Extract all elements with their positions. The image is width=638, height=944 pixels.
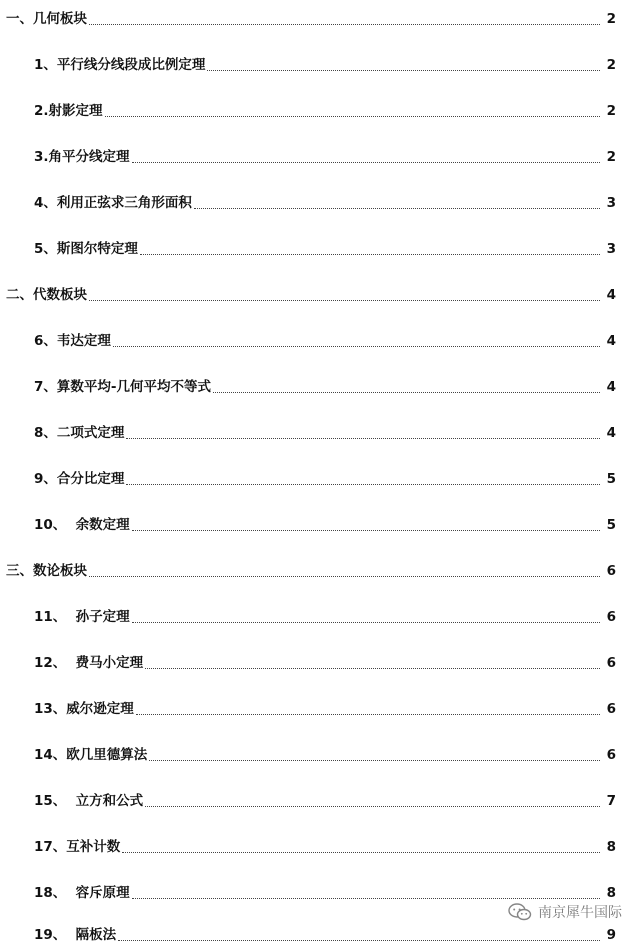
toc-page-number: 2 — [606, 57, 616, 73]
toc-item[interactable] — [0, 50, 616, 74]
toc-page-number: 4 — [606, 333, 616, 349]
toc-entry-label: 1、平行线分线段成比例定理 — [34, 57, 206, 73]
toc-page-number: 2 — [606, 103, 616, 119]
toc-item[interactable] — [0, 832, 616, 856]
toc-item[interactable] — [0, 878, 616, 902]
toc-item[interactable] — [0, 510, 616, 534]
toc-item[interactable] — [0, 372, 616, 396]
wechat-icon — [508, 903, 532, 921]
toc-item[interactable] — [0, 188, 616, 212]
toc-entry-label: 三、数论板块 — [6, 563, 87, 579]
dot-leader — [105, 113, 600, 117]
dot-leader — [132, 895, 600, 899]
dot-leader — [89, 21, 600, 25]
toc-entry-label: 17、互补计数 — [34, 839, 121, 855]
toc-item[interactable] — [0, 602, 616, 626]
toc-item[interactable] — [0, 920, 616, 944]
toc-page-number: 4 — [606, 287, 616, 303]
dot-leader — [126, 435, 600, 439]
toc-item[interactable] — [0, 234, 616, 258]
watermark-text: 南京犀牛国际 — [538, 905, 622, 921]
toc-item[interactable] — [0, 326, 616, 350]
toc-entry-label: 7、算数平均-几何平均不等式 — [34, 379, 211, 395]
toc-page-number: 2 — [606, 11, 616, 27]
dot-leader — [113, 343, 600, 347]
toc-page-number: 5 — [606, 471, 616, 487]
dot-leader — [213, 389, 600, 393]
dot-leader — [145, 665, 600, 669]
toc-entry-label: 5、斯图尔特定理 — [34, 241, 138, 257]
toc-entry-label: 4、利用正弦求三角形面积 — [34, 195, 192, 211]
dot-leader — [145, 803, 600, 807]
toc-item[interactable] — [0, 142, 616, 166]
toc-item[interactable] — [0, 786, 616, 810]
toc-page-number: 6 — [606, 609, 616, 625]
dot-leader — [126, 481, 600, 485]
toc-page-number: 3 — [606, 241, 616, 257]
toc-entry-label: 15、 立方和公式 — [34, 793, 144, 809]
toc-entry-label: 11、 孙子定理 — [34, 609, 130, 625]
toc-entry-label: 12、 费马小定理 — [34, 655, 144, 671]
dot-leader — [132, 527, 600, 531]
toc-entry-label: 9、合分比定理 — [34, 471, 125, 487]
toc-item[interactable] — [0, 418, 616, 442]
toc-entry-label: 3.角平分线定理 — [34, 149, 130, 165]
toc-item[interactable] — [0, 464, 616, 488]
toc-page-number: 9 — [606, 927, 616, 943]
toc-section-number-theory[interactable] — [0, 556, 616, 580]
toc-page-number: 3 — [606, 195, 616, 211]
dot-leader — [122, 849, 600, 853]
toc-item[interactable] — [0, 648, 616, 672]
toc-item[interactable] — [0, 694, 616, 718]
toc-entry-label: 一、几何板块 — [6, 11, 87, 27]
toc-page-number: 7 — [606, 793, 616, 809]
toc-entry-label: 6、韦达定理 — [34, 333, 111, 349]
toc-page-number: 8 — [606, 885, 616, 901]
toc-entry-label: 13、威尔逊定理 — [34, 701, 134, 717]
dot-leader — [194, 205, 600, 209]
toc-section-algebra[interactable] — [0, 280, 616, 304]
dot-leader — [132, 619, 600, 623]
toc-entry-label: 14、欧几里德算法 — [34, 747, 148, 763]
toc-page-number: 4 — [606, 425, 616, 441]
dot-leader — [140, 251, 600, 255]
toc-entry-label: 10、 余数定理 — [34, 517, 130, 533]
toc-entry-label: 2.射影定理 — [34, 103, 103, 119]
toc-page-number: 6 — [606, 747, 616, 763]
toc-page-number: 6 — [606, 655, 616, 671]
dot-leader — [118, 937, 600, 941]
dot-leader — [136, 711, 600, 715]
toc-entry-label: 二、代数板块 — [6, 287, 87, 303]
dot-leader — [149, 757, 600, 761]
watermark — [508, 902, 622, 922]
toc-entry-label: 18、 容斥原理 — [34, 885, 130, 901]
toc-item[interactable] — [0, 96, 616, 120]
dot-leader — [132, 159, 600, 163]
toc-page-number: 2 — [606, 149, 616, 165]
toc-page-number: 6 — [606, 701, 616, 717]
toc-page-number: 5 — [606, 517, 616, 533]
toc-entry-label: 8、二项式定理 — [34, 425, 125, 441]
toc-page-number: 6 — [606, 563, 616, 579]
toc-entry-label: 19、 隔板法 — [34, 927, 117, 943]
dot-leader — [89, 297, 600, 301]
dot-leader — [207, 67, 600, 71]
toc-item[interactable] — [0, 740, 616, 764]
dot-leader — [89, 573, 600, 577]
toc-section-geometry[interactable] — [0, 4, 616, 28]
toc-page-number: 4 — [606, 379, 616, 395]
toc-page-number: 8 — [606, 839, 616, 855]
